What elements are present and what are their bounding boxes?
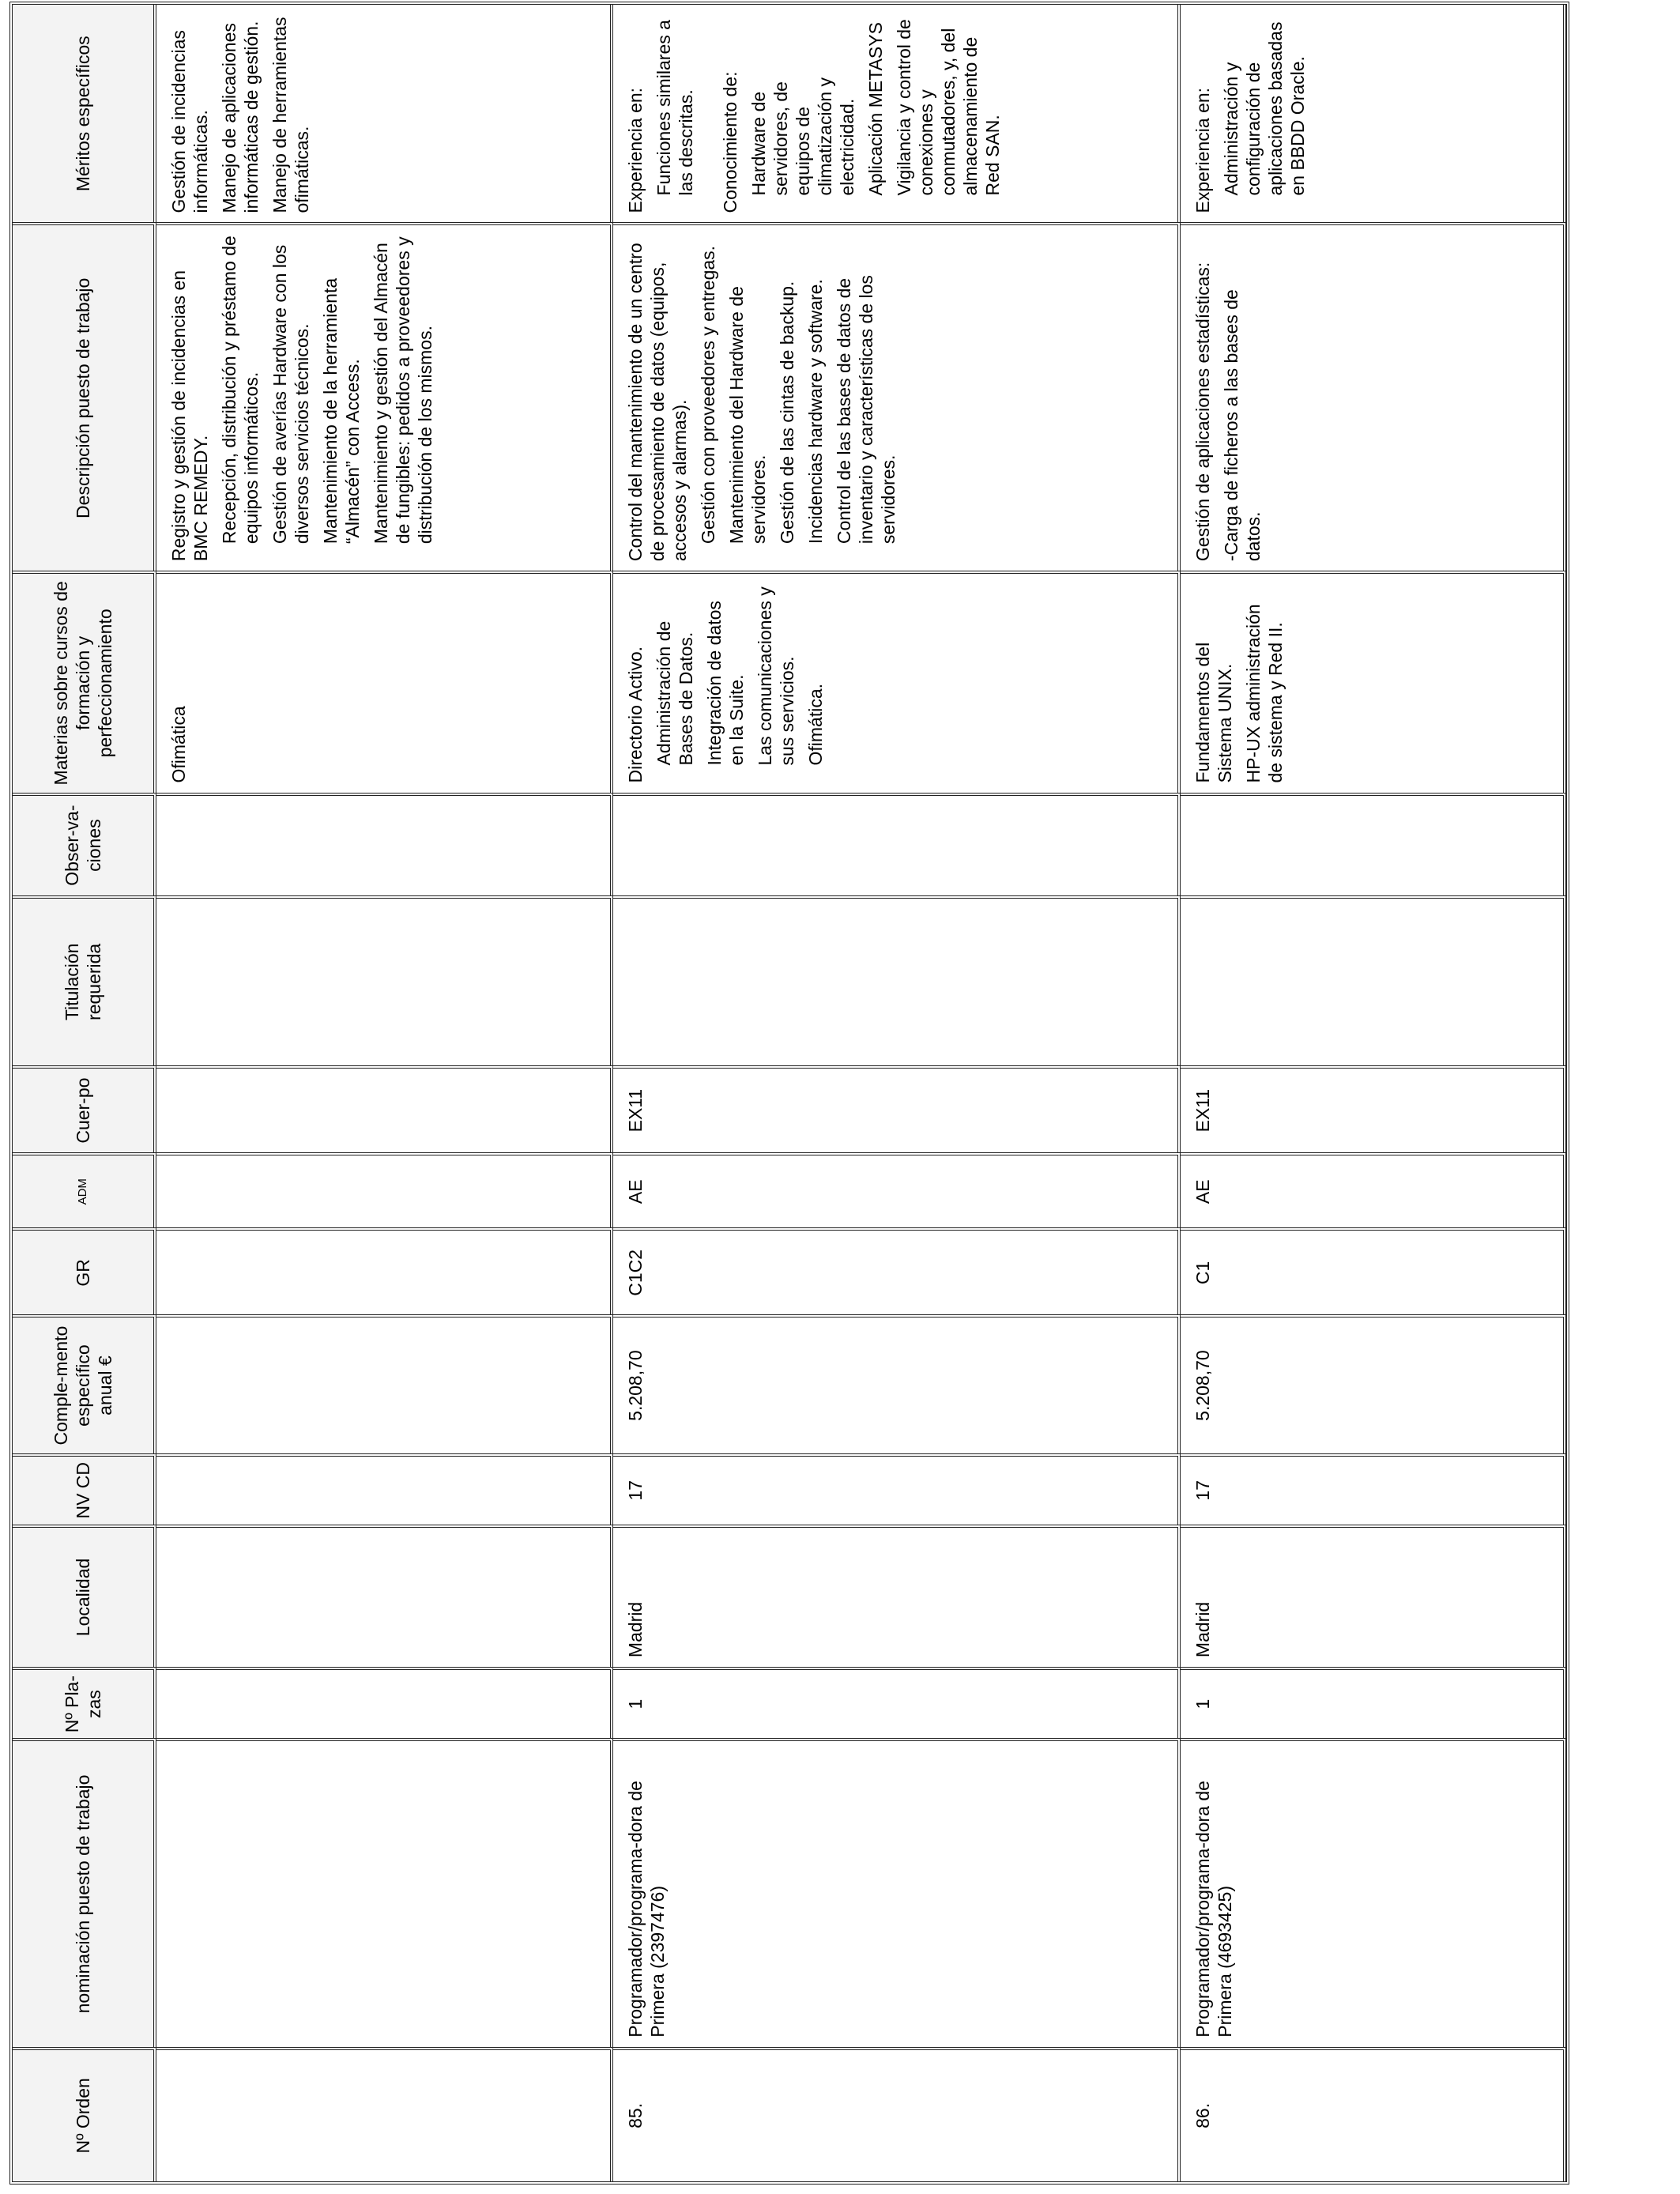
cell-titulacion xyxy=(156,895,613,1065)
cell-denominacion: Programador/programa-dora de Primera (4693425) xyxy=(1181,1738,1566,2047)
cell-nivel: 17 xyxy=(613,1453,1181,1525)
header-cuerpo: Cuer-po xyxy=(13,1065,156,1152)
cell-orden xyxy=(156,2047,613,2181)
merito-item: Gestión de incidencias informáticas. xyxy=(168,30,211,213)
header-denominacion: nominación puesto de trabajo xyxy=(13,1738,156,2047)
cell-materias xyxy=(1181,571,1566,792)
materia-item: Ofimática. xyxy=(805,683,826,766)
header-grupo: GR xyxy=(13,1227,156,1314)
descripcion-item: -Carga de ficheros a las bases de datos. xyxy=(1221,289,1264,562)
descripcion-item: Control del mantenimiento de un centro de procesamiento de datos (equipos, accesos y alarmas). xyxy=(625,243,690,562)
header-orden: Nº Orden xyxy=(13,2047,156,2181)
cell-meritos xyxy=(613,5,1181,222)
merito-item: Aplicación METASYS xyxy=(865,22,886,196)
cell-localidad: Madrid xyxy=(1181,1525,1566,1667)
merito-item: Vigilancia y control de conexiones y conmutadores, y, del almacenamiento de Red SAN. xyxy=(894,19,1003,196)
merito-item: Manejo de aplicaciones informáticas de gestión. xyxy=(219,21,262,213)
cell-observaciones xyxy=(613,793,1181,895)
cell-meritos xyxy=(1181,5,1566,222)
cell-localidad: Madrid xyxy=(613,1525,1181,1667)
descripcion-item: Control de las bases de datos de inventario y características de los servidores. xyxy=(834,275,898,545)
cell-nivel: 17 xyxy=(1181,1453,1566,1525)
merito-item: Funciones similares a las descritas. xyxy=(654,20,696,196)
cell-adm: AE xyxy=(613,1152,1181,1227)
cell-observaciones xyxy=(156,793,613,895)
descripcion-item: Gestión con proveedores y entregas. xyxy=(698,245,718,545)
cell-grupo: C1 xyxy=(1181,1227,1566,1314)
cell-localidad xyxy=(156,1525,613,1667)
header-titulacion: Titulación requerida xyxy=(13,895,156,1065)
merito-experiencia-title: Experiencia en: xyxy=(625,87,646,213)
cell-cuerpo xyxy=(156,1065,613,1152)
cell-denominacion xyxy=(156,1738,613,2047)
materia-item: Administración de Bases de Datos. xyxy=(654,620,696,766)
cell-plazas: 1 xyxy=(1181,1667,1566,1738)
cell-observaciones xyxy=(1181,793,1566,895)
cell-cuerpo: EX11 xyxy=(613,1065,1181,1152)
descripcion-item: Recepción, distribución y préstamo de equipos informáticos. xyxy=(219,236,262,545)
cell-plazas xyxy=(156,1667,613,1738)
cell-plazas: 1 xyxy=(613,1667,1181,1738)
cell-materias xyxy=(156,571,613,792)
cell-descripcion xyxy=(613,222,1181,571)
materia-item: Las comunicaciones y sus servicios. xyxy=(755,586,797,766)
materia-item: Integración de datos en la Suite. xyxy=(704,601,747,766)
merito-item: Administración y configuración de aplicaciones basadas en BBDD Oracle. xyxy=(1221,21,1308,196)
cell-descripcion xyxy=(156,222,613,571)
merito-experiencia-title: Experiencia en: xyxy=(1192,87,1213,213)
cell-adm xyxy=(156,1152,613,1227)
header-descripcion: Descripción puesto de trabajo xyxy=(13,222,156,571)
header-meritos: Méritos específicos xyxy=(13,5,156,222)
merito-item: Hardware de servidores, de equipos de climatización y electricidad. xyxy=(748,77,857,196)
table-row-continuation xyxy=(156,5,613,2181)
header-nivel: NV CD xyxy=(13,1453,156,1525)
materia-item: Directorio Activo. xyxy=(625,646,646,783)
descripcion-item: Registro y gestión de incidencias en BMC REMEDY. xyxy=(168,270,211,562)
descripcion-item: Gestión de las cintas de backup. xyxy=(777,281,797,545)
descripcion-item: Mantenimiento del Hardware de servidores. xyxy=(726,286,769,545)
header-materias: Materias sobre cursos de formación y perfeccionamiento xyxy=(13,571,156,792)
cell-nivel xyxy=(156,1453,613,1525)
table-row-85 xyxy=(613,5,1181,2181)
materia-item: HP-UX administración de sistema y Red II. xyxy=(1243,604,1286,783)
header-adm: ADM xyxy=(13,1152,156,1227)
cell-titulacion xyxy=(1181,895,1566,1065)
merito-item: Manejo de herramientas ofimáticas. xyxy=(269,17,312,213)
cell-complemento xyxy=(156,1314,613,1453)
job-positions-table xyxy=(9,2,1569,2185)
cell-grupo: C1C2 xyxy=(613,1227,1181,1314)
header-row xyxy=(13,5,156,2181)
materia-item: Ofimática xyxy=(168,706,189,783)
cell-adm: AE xyxy=(1181,1152,1566,1227)
descripcion-item: Gestión de aplicaciones estadísticas: xyxy=(1192,262,1213,562)
cell-orden: 86. xyxy=(1181,2047,1566,2181)
table-row-86 xyxy=(1181,5,1566,2181)
header-complemento: Comple-mento específico anual € xyxy=(13,1314,156,1453)
descripcion-item: Mantenimiento y gestión del Almacén de fungibles: pedidos a proveedores y distribución de los mismos. xyxy=(371,236,435,545)
merito-conocimiento-title: Conocimiento de: xyxy=(720,71,740,213)
header-plazas: Nº Pla-zas xyxy=(13,1667,156,1738)
cell-titulacion xyxy=(613,895,1181,1065)
cell-complemento: 5.208,70 xyxy=(1181,1314,1566,1453)
cell-descripcion xyxy=(1181,222,1566,571)
cell-complemento: 5.208,70 xyxy=(613,1314,1181,1453)
cell-cuerpo: EX11 xyxy=(1181,1065,1566,1152)
cell-orden: 85. xyxy=(613,2047,1181,2181)
materia-item: Fundamentos del Sistema UNIX. xyxy=(1192,642,1235,783)
cell-denominacion: Programador/programa-dora de Primera (2397476) xyxy=(613,1738,1181,2047)
cell-materias xyxy=(613,571,1181,792)
descripcion-item: Gestión de averías Hardware con los diversos servicios técnicos. xyxy=(269,244,312,545)
descripcion-item: Mantenimiento de la herramienta “Almacén” con Access. xyxy=(320,277,363,545)
cell-grupo xyxy=(156,1227,613,1314)
header-observaciones: Obser-va-ciones xyxy=(13,793,156,895)
descripcion-item: Incidencias hardware y software. xyxy=(805,279,826,545)
cell-meritos xyxy=(156,5,613,222)
header-localidad: Localidad xyxy=(13,1525,156,1667)
